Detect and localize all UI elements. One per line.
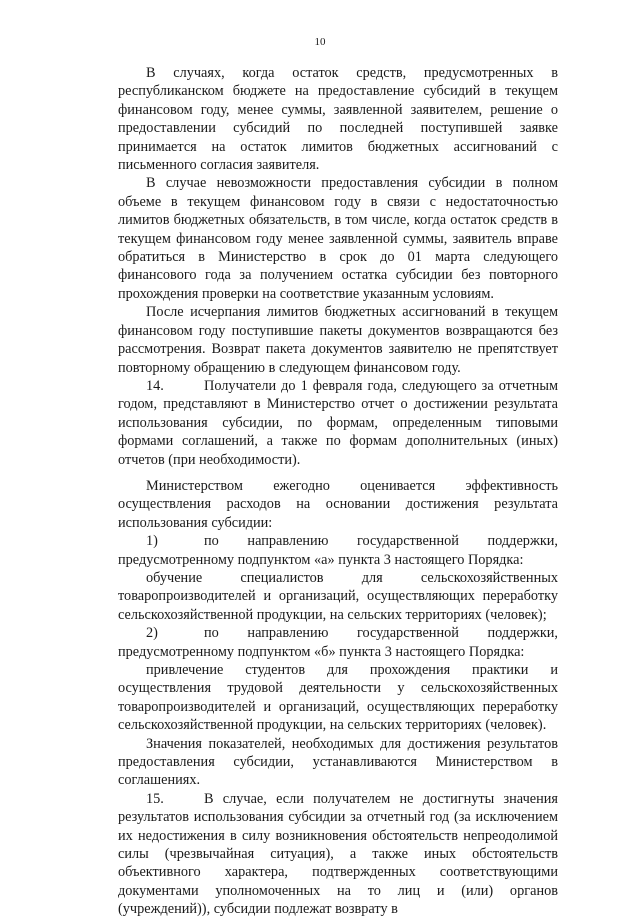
clause-number: 15.: [146, 790, 164, 807]
paragraph-text: Министерством ежегодно оценивается эффективность осуществления расходов на основании достижения результата использования субсидии:: [118, 477, 558, 531]
paragraph-exhausted-limits: [118, 303, 558, 377]
paragraph-remaining-funds: [118, 64, 558, 174]
list-number: 1): [146, 533, 158, 550]
list-number: 2): [146, 625, 158, 642]
list-item-2: [118, 624, 558, 661]
paragraph-insufficient-limits: [118, 174, 558, 303]
paragraph-text: по направлению государственной поддержки, предусмотренному подпунктом «б» пункта 3 настоящего Порядка:: [118, 625, 558, 660]
paragraph-training-specialists: [118, 569, 558, 624]
paragraph-text: по направлению государственной поддержки, предусмотренному подпунктом «а» пункта 3 настоящего Порядка:: [118, 533, 558, 568]
clause-number: 14.: [146, 377, 164, 394]
clause-15: [118, 790, 558, 919]
document-body: [118, 64, 558, 919]
paragraph-text: Получатели до 1 февраля года, следующего за отчетным годом, представляют в Министерство отчет о достижении результата использования субсидии, по формам, определенным типовыми формами соглашений, а также по формам дополнительных (иных) отчетов (при необходимости).: [118, 377, 558, 468]
paragraph-text: привлечение студентов для прохождения практики и осуществления трудовой деятельности у сельскохозяйственных товаропроизводителей и организаций, осуществляющих переработку сельскохозяйственной продукции, на сельских территориях (человек).: [118, 662, 558, 734]
paragraph-text: В случае, если получателем не достигнуты значения результатов использования субсидии за отчетный год (за исключением их недостижения в силу возникновения обстоятельств непреодолимой силы (чрезвычайная ситуация), а также иных обстоятельств объективного характера, подтвержденных соответствующими документами уполномоченных на то лиц и (или) органов (учреждений)), субсидии подлежат возврату в: [118, 790, 558, 918]
paragraph-text: После исчерпания лимитов бюджетных ассигнований в текущем финансовом году поступившие пакеты документов возвращаются без рассмотрения. Возврат пакета документов заявителю не препятствует повторному обращению в следующем финансовом году.: [118, 304, 558, 376]
paragraph-efficiency: [118, 477, 558, 532]
paragraph-text: В случаях, когда остаток средств, предусмотренных в республиканском бюджете на предоставление субсидий в текущем финансовом году, менее суммы, заявленной заявителем, решение о предоставлении субсидий по последней поступившей заявке принимается на остаток лимитов бюджетных ассигнований с письменного согласия заявителя.: [118, 65, 558, 174]
clause-14: [118, 377, 558, 469]
paragraph-indicator-values: [118, 735, 558, 790]
paragraph-text: обучение специалистов для сельскохозяйственных товаропроизводителей и организаций, осуществляющих переработку сельскохозяйственной продукции, на сельских территориях (человек);: [118, 569, 558, 623]
paragraph-attracting-students: [118, 661, 558, 735]
paragraph-text: Значения показателей, необходимых для достижения результатов предоставления субсидии, устанавливаются Министерством в соглашениях.: [118, 735, 558, 789]
paragraph-text: В случае невозможности предоставления субсидии в полном объеме в текущем финансовом году в связи с недостаточностью лимитов бюджетных обязательств, в том числе, когда остаток средств в текущем финансовом году менее заявленной суммы, заявитель вправе обратиться в Министерство в срок до 01 марта следующего финансового года за получением остатка субсидии без повторного прохождения проверки на соответствие указанным условиям.: [118, 175, 558, 302]
list-item-1: [118, 532, 558, 569]
page-number: 10: [314, 36, 326, 48]
